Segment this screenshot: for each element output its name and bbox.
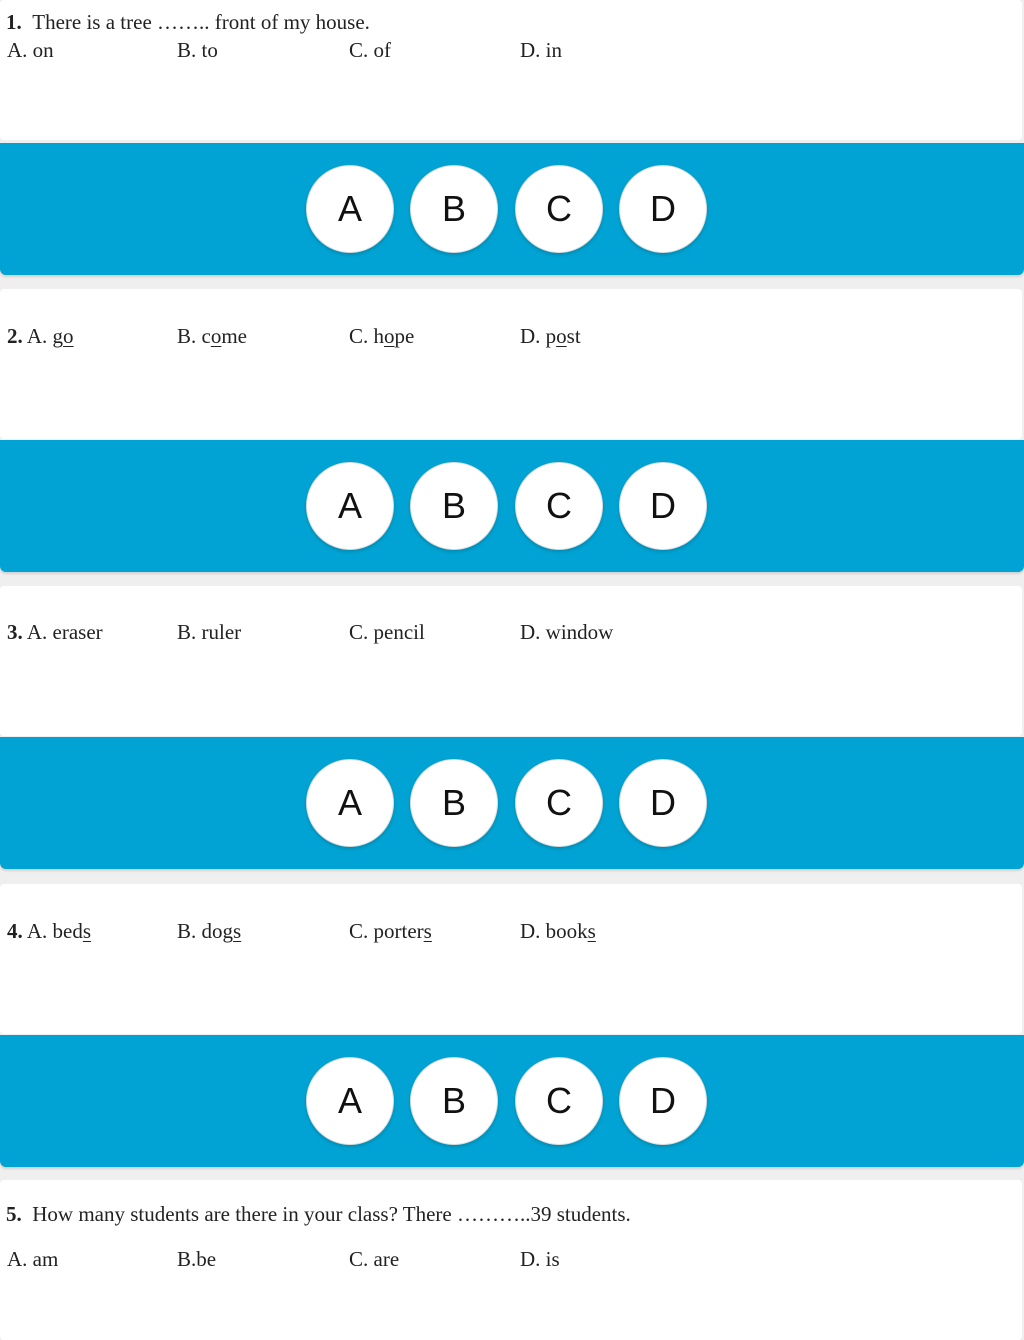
underlined-letter: s (233, 919, 242, 943)
answer-band-1 (0, 143, 1024, 275)
option-b: B. ruler (177, 620, 242, 644)
option-c: C. are (349, 1247, 400, 1271)
underlined-letter: o (63, 324, 74, 348)
underlined-letter: o (556, 324, 567, 348)
answer-button-c[interactable]: C (515, 1057, 603, 1145)
option-d: D. books (520, 919, 596, 943)
answer-button-b[interactable]: B (410, 1057, 498, 1145)
question-text: How many students are there in your class? There ………..39 students. (32, 1202, 631, 1226)
option-c: C. porters (349, 919, 432, 943)
answer-button-a[interactable]: A (306, 462, 394, 550)
option-b: B. to (177, 38, 218, 62)
question-text: There is a tree …….. front of my house. (32, 10, 370, 34)
answer-button-c[interactable]: C (515, 759, 603, 847)
answer-button-b[interactable]: B (410, 462, 498, 550)
answer-band-2 (0, 440, 1024, 572)
option-a: 4. A. beds (7, 919, 92, 943)
option-b: B.be (177, 1247, 217, 1271)
question-card-3 (0, 586, 1022, 736)
answer-button-a[interactable]: A (306, 165, 394, 253)
question-stem (6, 12, 370, 33)
answer-band-3 (0, 737, 1024, 869)
answer-button-c[interactable]: C (515, 165, 603, 253)
answer-button-d[interactable]: D (619, 1057, 707, 1145)
underlined-letter: s (423, 919, 432, 943)
answer-band-4 (0, 1035, 1024, 1167)
option-d: D. window (520, 620, 614, 644)
question-number: 3. (7, 620, 23, 644)
answer-button-d[interactable]: D (619, 165, 707, 253)
option-c: C. pencil (349, 620, 425, 644)
question-number: 1. (6, 10, 22, 34)
underlined-letter: o (210, 324, 222, 348)
question-stem (6, 1204, 631, 1225)
answer-button-b[interactable]: B (410, 759, 498, 847)
option-a: A. am (7, 1247, 59, 1271)
option-c: C. of (349, 38, 392, 62)
question-card-1 (0, 0, 1022, 140)
question-number: 5. (6, 1202, 22, 1226)
underlined-letter: o (384, 324, 395, 348)
answer-button-a[interactable]: A (306, 1057, 394, 1145)
answer-button-c[interactable]: C (515, 462, 603, 550)
option-d: D. post (520, 324, 581, 348)
question-card-5 (0, 1180, 1022, 1340)
underlined-letter: s (82, 919, 92, 943)
option-d: D. is (520, 1247, 560, 1271)
option-a: A. on (7, 38, 54, 62)
underlined-letter: s (587, 919, 596, 943)
option-d: D. in (520, 38, 563, 62)
option-b: B. come (177, 324, 247, 348)
answer-button-a[interactable]: A (306, 759, 394, 847)
option-b: B. dogs (177, 919, 242, 943)
answer-button-d[interactable]: D (619, 462, 707, 550)
option-c: C. hope (349, 324, 415, 348)
option-a: 3. A. eraser (7, 620, 103, 644)
question-card-4 (0, 884, 1022, 1034)
answer-button-d[interactable]: D (619, 759, 707, 847)
answer-button-b[interactable]: B (410, 165, 498, 253)
question-number: 4. (7, 919, 23, 943)
question-number: 2. (7, 324, 23, 348)
option-a: 2. A. go (7, 324, 74, 348)
question-card-2 (0, 289, 1022, 439)
